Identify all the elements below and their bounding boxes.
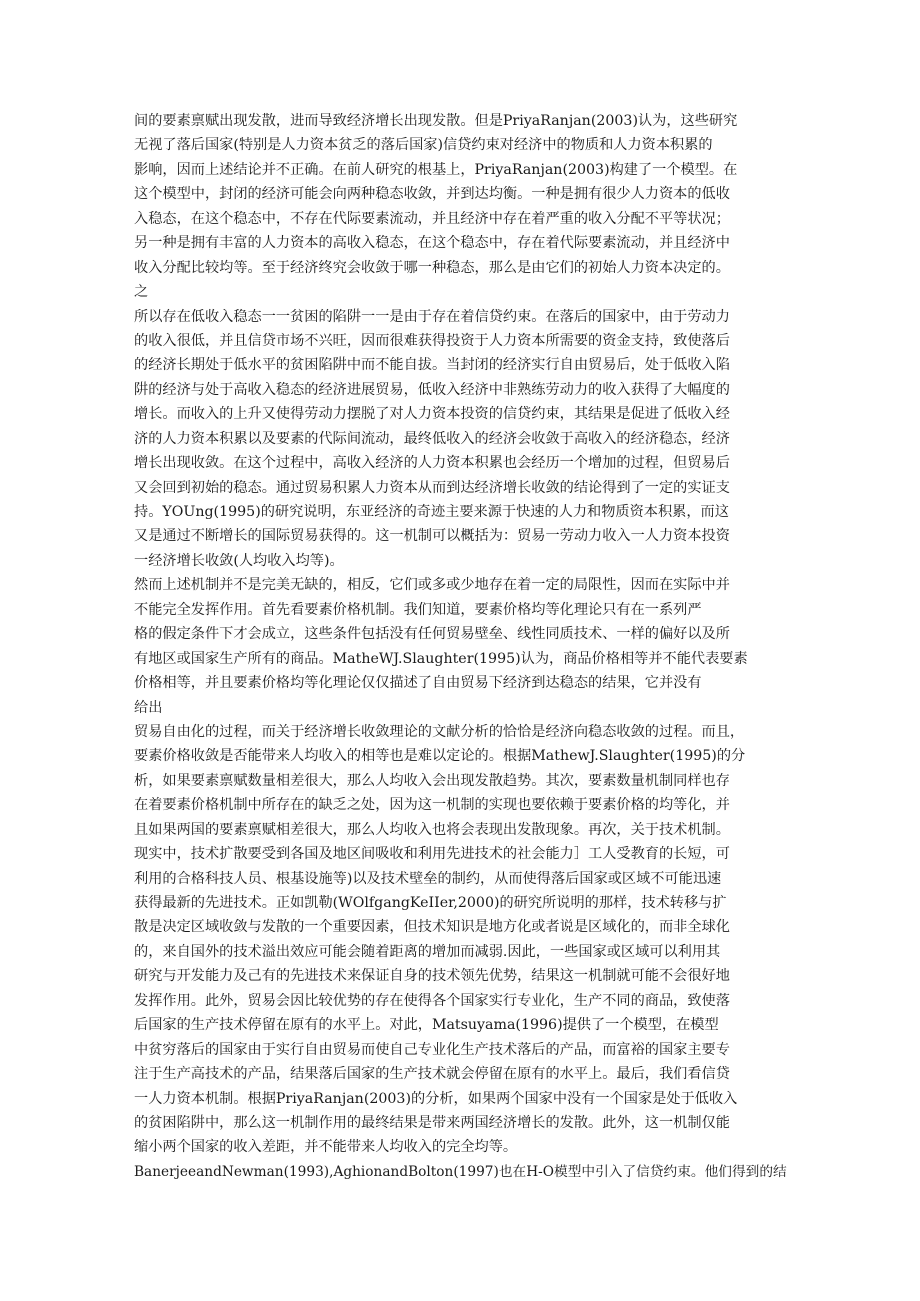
text-line-43: 缩小两个国家的收入差距，并不能带来人均收入的完全均等。	[134, 1139, 518, 1156]
text-line-16: 又会回到初始的稳态。通过贸易积累人力资本从而到达经济增长收敛的结论得到了一定的实证支	[134, 479, 730, 496]
text-line-26: 贸易自由化的过程，而关于经济增长收敛理论的文献分析的恰恰是经济向稳态收敛的过程。而且，	[134, 723, 745, 740]
text-line-45	[134, 1184, 790, 1208]
text-line-44: BanerjeeandNewman(1993),AghionandBolton(1997)也在H-O模型中引入了信贷约束。他们得到的结	[134, 1163, 787, 1180]
text-line-15: 增长出现收敛。在这个过程中，高收入经济的人力资本积累也会经历一个增加的过程，但贸易后	[134, 455, 730, 472]
text-line-17: 持。YOUng(1995)的研究说明，东亚经济的奇迹主要来源于快速的人力和物质资本积累，而这	[134, 504, 729, 520]
text-line-35: 的，来自国外的技术溢出效应可能会随着距离的增加而减弱.因此，一些国家或区域可以利用其	[134, 943, 721, 960]
text-line-10: 的收入很低，并且信贷市场不兴旺，因而很难获得投资于人力资本所需要的资金支持，致使落后	[134, 332, 730, 349]
text-line-40: 注于生产高技术的产品，结果落后国家的生产技术就会停留在原有的水平上。最后，我们看信贷	[134, 1066, 730, 1083]
text-line-19: 一经济增长收敛(人均收入均等)。	[134, 552, 344, 569]
text-line-22: 格的假定条件下才会成立，这些条件包括没有任何贸易壁垒、线性同质技术、一样的偏好以及所	[134, 626, 730, 643]
text-line-32: 利用的合格科技人员、根基设施等)以及技术壁垒的制约，从而使得落后国家或区域不可能迅速	[134, 870, 722, 887]
text-line-8: 之	[134, 284, 149, 301]
text-line-1: 间的要素禀赋出现发散，进而导致经济增长出现发散。但是PriyaRanjan(2003)认为，这些研究	[134, 113, 738, 129]
text-line-33: 获得最新的先进技术。正如凯勒(WOlfgangKeIIer,2000)的研究所说明的那样，技术转移与扩	[134, 895, 727, 911]
text-line-28: 析，如果要素禀赋数量相差很大，那么人均收入会出现发散趋势。其次，要素数量机制同样也存	[134, 772, 730, 789]
text-line-6: 另一种是拥有丰富的人力资本的高收入稳态，在这个稳态中，存在着代际要素流动，并且经济中	[134, 235, 730, 252]
text-line-9: 所以存在低收入稳态一一贫困的陷阱一一是由于存在着信贷约束。在落后的国家中，由于劳动力	[134, 308, 730, 325]
text-line-31: 现实中，技术扩散要受到各国及地区间吸收和利用先进技术的社会能力］工人受教育的长短，可	[134, 846, 730, 863]
text-line-14: 济的人力资本积累以及要素的代际间流动，最终低收入的经济会收敛于高收入的经济稳态，经济	[134, 430, 730, 447]
text-line-29: 在着要素价格机制中所存在的缺乏之处，因为这一机制的实现也要依赖于要素价格的均等化，并	[134, 797, 730, 814]
text-line-4: 这个模型中，封闭的经济可能会向两种稳态收敛，并到达均衡。一种是拥有很少人力资本的低收	[134, 186, 730, 203]
text-line-34: 散是决定区域收敛与发散的一个重要因素，但技术知识是地方化或者说是区域化的，而非全球化	[134, 919, 730, 936]
text-line-41: 一人力资本机制。根据PriyaRanjan(2003)的分析，如果两个国家中没有一个国家是处于低收入	[134, 1090, 738, 1107]
text-line-21: 不能完全发挥作用。首先看要素价格机制。我们知道，要素价格均等化理论只有在一系列严	[134, 601, 702, 618]
text-line-18: 又是通过不断增长的国际贸易获得的。这一机制可以概括为：贸易一劳动力收入一人力资本投资	[134, 528, 730, 545]
text-line-20: 然而上述机制并不是完美无缺的，相反，它们或多或少地存在着一定的局限性，因而在实际中并	[134, 577, 730, 594]
text-line-24: 价格相等，并且要素价格均等化理论仅仅描述了自由贸易下经济到达稳态的结果，它并没有	[134, 675, 702, 692]
text-line-36: 研究与开发能力及己有的先进技术来保证自身的技术领先优势，结果这一机制就可能不会很好地	[134, 968, 730, 985]
text-line-23: 有地区或国家生产所有的商品。MatheWJ.Slaughter(1995)认为，商品价格相等并不能代表要素	[134, 650, 748, 667]
text-line-42: 的贫困陷阱中，那么这一机制作用的最终结果是带来两国经济增长的发散。此外，这一机制仅能	[134, 1114, 730, 1131]
text-line-7: 收入分配比较均等。至于经济终究会收敛于哪一种稳态，那么是由它们的初始人力资本决定的。	[134, 259, 730, 276]
text-line-38: 后国家的生产技术停留在原有的水平上。对此，Matsuyama(1996)提供了一个模型，在模型	[134, 1017, 719, 1034]
text-line-37: 发挥作用。此外，贸易会因比较优势的存在使得各个国家实行专业化，生产不同的商品，致使落	[134, 992, 730, 1009]
text-line-2: 无视了落后国家(特别是人力资本贫乏的落后国家)信贷约束对经济中的物质和人力资本积累的	[134, 137, 713, 154]
text-line-30: 且如果两国的要素禀赋相差很大，那么人均收入也将会表现出发散现象。再次，关于技术机制。	[134, 821, 730, 838]
text-line-12: 阱的经济与处于高收入稳态的经济进展贸易，低收入经济中非熟练劳动力的收入获得了大幅度的	[134, 381, 730, 398]
document-body	[134, 109, 790, 1209]
text-line-39: 中贫穷落后的国家由于实行自由贸易而使自己专业化生产技术落后的产品，而富裕的国家主要专	[134, 1041, 730, 1058]
text-line-3: 影响，因而上述结论并不正确。在前人研究的根基上，PriyaRanjan(2003)构建了一个模型。在	[134, 161, 738, 178]
text-line-25: 给出	[134, 699, 163, 716]
text-line-27: 要素价格收敛是否能带来人均收入的相等也是难以定论的。根据MathewJ.Slaughter(1995)的分	[134, 748, 746, 765]
text-line-13: 增长。而收入的上升又使得劳动力摆脱了对人力资本投资的信贷约束，其结果是促进了低收入经	[134, 406, 730, 423]
text-line-5: 入稳态，在这个稳态中，不存在代际要素流动，并且经济中存在着严重的收入分配不平等状况；	[134, 210, 730, 227]
text-line-11: 的经济长期处于低水平的贫困陷阱中而不能自拔。当封闭的经济实行自由贸易后，处于低收入陷	[134, 357, 730, 374]
